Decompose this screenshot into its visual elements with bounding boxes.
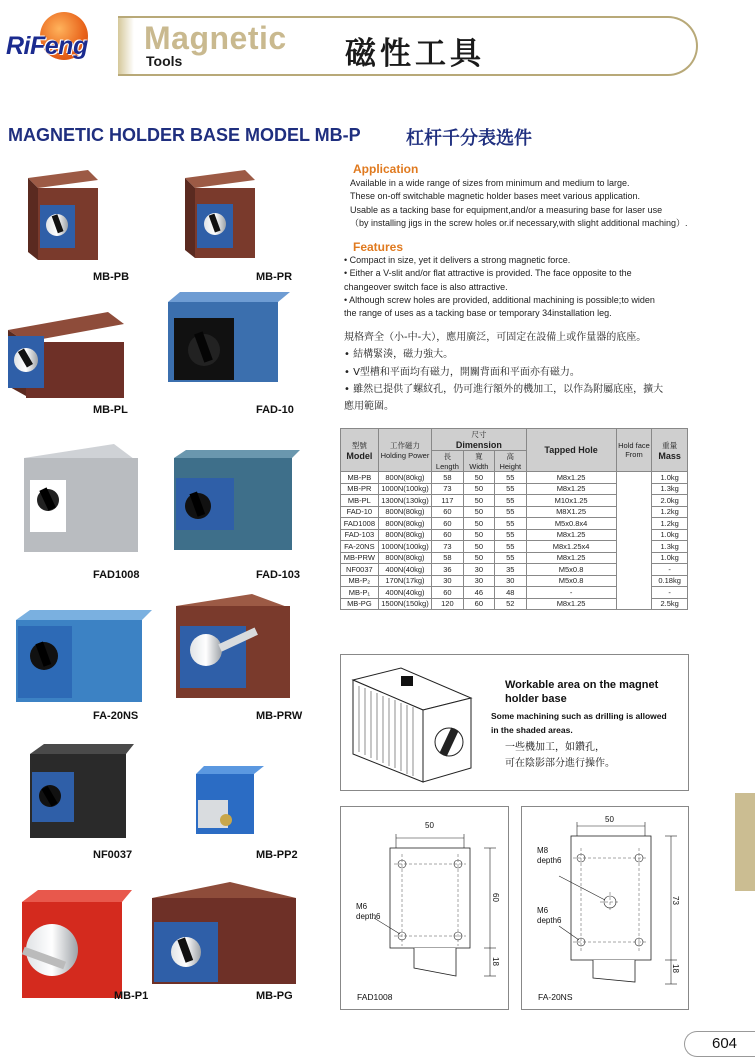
table-cell: MB-PL [341, 495, 379, 507]
table-row [341, 495, 688, 507]
table-cell: M5x0.8x4 [526, 518, 616, 530]
table-cell: FAD1008 [341, 518, 379, 530]
table-cell: 50 [463, 529, 494, 541]
product-label-mb-prw: MB-PRW [256, 710, 303, 722]
product-label-mb-p1: MB-P1 [114, 990, 149, 1002]
features-cn-line: • 結構緊湊，磁力強大。 [344, 349, 454, 361]
table-cell: FAD-103 [341, 529, 379, 541]
table-row [341, 541, 688, 553]
table-cell: 55 [495, 483, 526, 495]
workable-area-illustration [345, 662, 485, 788]
product-image-fad-103 [174, 450, 300, 550]
table-cell: 800N(80kg) [378, 472, 431, 484]
table-cell: MB-PB [341, 472, 379, 484]
product-image-mb-pg [152, 882, 296, 984]
page-title-cn: 杠杆千分表选件 [406, 128, 532, 149]
product-label-fad1008: FAD1008 [93, 569, 140, 581]
table-cell: - [652, 564, 688, 576]
table-row [341, 472, 688, 484]
application-line: Usable as a tacking base for equipment,and/or a measuring base for laser use [350, 204, 663, 215]
table-cell: 50 [463, 483, 494, 495]
application-line: Available in a wide range of sizes from minimum and medium to large. [350, 178, 630, 188]
product-image-mb-pr [185, 170, 255, 258]
th-model-cn: 型號 [351, 440, 367, 450]
table-cell: M8x1.25 [526, 598, 616, 610]
table-row [341, 575, 688, 587]
table-cell: 400N(40kg) [378, 564, 431, 576]
table-cell: 1.0kg [652, 552, 688, 564]
fa-20ns-top-hole-thread: M8 [537, 846, 549, 855]
table-cell: M8x1.25 [526, 483, 616, 495]
features-line: • Although screw holes are provided, additional machining is possible;to widen [344, 294, 655, 305]
table-cell-holdface [616, 587, 652, 599]
table-cell: 58 [432, 472, 463, 484]
table-cell: 55 [495, 472, 526, 484]
fa-20ns-height-dim: 73 [670, 896, 680, 905]
table-cell-holdface [616, 506, 652, 518]
header-banner-accent [118, 18, 134, 74]
th-dim-cn: 尺寸 [471, 430, 487, 439]
table-cell: MB-PG [341, 598, 379, 610]
product-image-mb-pl [8, 312, 124, 398]
table-row [341, 529, 688, 541]
features-cn-line: 應用範圍。 [344, 401, 394, 413]
table-row [341, 518, 688, 530]
table-cell: 73 [432, 541, 463, 553]
table-cell: 800N(80kg) [378, 529, 431, 541]
table-cell: 0.18kg [652, 575, 688, 587]
table-cell: M5x0.8 [526, 575, 616, 587]
features-heading: Features [353, 240, 404, 254]
product-image-mb-pp2 [196, 766, 264, 834]
table-cell-holdface [616, 483, 652, 495]
product-label-mb-pb: MB-PB [93, 271, 130, 283]
table-cell-holdface [616, 472, 652, 484]
application-line: （by installing jigs in the screw holes or.if necessary,with slight additional maching）. [350, 217, 688, 228]
table-cell: 55 [495, 506, 526, 518]
th-power: Holding Power [380, 451, 430, 460]
th-holdface-from: From [625, 450, 643, 459]
th-mass-cn: 重量 [662, 440, 678, 450]
table-cell: FAD-10 [341, 506, 379, 518]
table-cell: 46 [463, 587, 494, 599]
th-height-cn: 高 [506, 452, 515, 461]
table-cell: 50 [463, 552, 494, 564]
table-cell: M5x0.8 [526, 564, 616, 576]
table-cell: 55 [495, 552, 526, 564]
spec-table [340, 428, 688, 610]
table-cell: 400N(40kg) [378, 587, 431, 599]
fa-20ns-width-dim: 50 [605, 815, 614, 824]
table-cell: 50 [463, 506, 494, 518]
table-cell-holdface [616, 529, 652, 541]
table-cell: FA-20NS [341, 541, 379, 553]
header-title-cn: 磁性工具 [345, 36, 485, 72]
table-cell: M8X1.25 [526, 506, 616, 518]
table-cell: MB-PR [341, 483, 379, 495]
workable-description-cn [505, 740, 615, 772]
workable-desc-line: Some machining such as drilling is allowed [491, 711, 667, 721]
features-line: • Either a V-slit and/or flat attractive is provided. The face opposite to the [344, 268, 632, 279]
table-cell: 60 [432, 529, 463, 541]
th-length-cn: 長 [443, 452, 452, 461]
table-cell: 117 [432, 495, 463, 507]
table-cell: 1300N(130kg) [378, 495, 431, 507]
table-cell: - [526, 587, 616, 599]
page-title: MAGNETIC HOLDER BASE MODEL MB-P [8, 125, 361, 145]
table-cell: 36 [432, 564, 463, 576]
table-cell: 60 [432, 518, 463, 530]
table-cell: M10x1.25 [526, 495, 616, 507]
table-cell: 1.2kg [652, 518, 688, 530]
fad1008-hole-thread: M6 [356, 902, 368, 911]
table-cell: 60 [463, 598, 494, 610]
table-cell: 60 [432, 506, 463, 518]
table-cell: 55 [495, 518, 526, 530]
product-label-mb-pg: MB-PG [256, 990, 293, 1002]
table-cell: MB-P₂ [341, 575, 379, 587]
table-cell: 1.3kg [652, 541, 688, 553]
fad1008-base-dim: 18 [490, 957, 500, 966]
table-cell-holdface [616, 552, 652, 564]
workable-title-line: Workable area on the magnet [505, 679, 659, 691]
product-image-fad-10 [168, 292, 290, 382]
table-cell: 30 [463, 564, 494, 576]
table-row [341, 598, 688, 610]
fa-20ns-hole-thread: M6 [537, 906, 549, 915]
th-model: Model [346, 450, 373, 461]
table-cell: 2.5kg [652, 598, 688, 610]
table-cell: MB-P₁ [341, 587, 379, 599]
table-row [341, 552, 688, 564]
fa-20ns-drawing-label: FA-20NS [538, 992, 573, 1002]
features-cn-line: • 雖然已提供了螺紋孔，仍可進行額外的機加工，以作為附屬底座，擴大 [344, 383, 664, 395]
table-cell: 30 [463, 575, 494, 587]
fad1008-drawing-label: FAD1008 [357, 992, 393, 1002]
table-cell: 50 [463, 541, 494, 553]
table-row [341, 506, 688, 518]
th-tapped: Tapped Hole [526, 429, 616, 472]
table-cell: 1.0kg [652, 472, 688, 484]
table-cell-holdface [616, 598, 652, 610]
table-cell: 1000N(100kg) [378, 541, 431, 553]
table-cell: NF0037 [341, 564, 379, 576]
workable-description [491, 709, 667, 737]
product-label-fad-103: FAD-103 [256, 569, 301, 581]
features-line: the range of uses as a tacking base or temporary 34installation leg. [344, 308, 612, 319]
table-cell: 48 [495, 587, 526, 599]
table-cell: 30 [495, 575, 526, 587]
workable-cn-line: 一些機加工，如鑽孔， [505, 742, 605, 753]
section-tab [735, 793, 755, 891]
workable-title-line: holder base [505, 693, 567, 705]
application-heading: Application [353, 162, 419, 176]
table-cell: 52 [495, 598, 526, 610]
workable-desc-line: in the shaded areas. [491, 725, 573, 735]
th-width-cn: 寬 [475, 452, 483, 461]
product-image-nf0037 [30, 744, 134, 838]
table-row [341, 483, 688, 495]
features-cn-line: 規格齊全（小-中-大），應用廣泛，可固定在設備上或作量器的底座。 [344, 332, 647, 343]
table-cell: 73 [432, 483, 463, 495]
table-cell: M8x1.25 [526, 552, 616, 564]
application-line: These on-off switchable magnetic holder bases meet various application. [350, 191, 640, 202]
application-text [350, 177, 750, 230]
product-label-mb-pp2: MB-PP2 [256, 849, 298, 861]
product-label-mb-pr: MB-PR [256, 271, 293, 283]
features-text [344, 254, 744, 320]
fa-20ns-hole-note [537, 906, 561, 926]
table-cell: 50 [463, 495, 494, 507]
table-cell: 55 [495, 541, 526, 553]
header-subtitle: Tools [146, 53, 183, 69]
fad1008-height-dim: 60 [490, 893, 500, 902]
workable-cn-line: 可在陰影部分進行操作。 [505, 758, 615, 769]
table-cell: MB-PRW [341, 552, 379, 564]
logo-text: RiFeng [6, 32, 88, 60]
table-cell: 800N(80kg) [378, 506, 431, 518]
fa-20ns-base-dim: 18 [670, 964, 680, 973]
features-text-cn [344, 329, 744, 415]
table-cell: 55 [495, 495, 526, 507]
table-cell: M8x1.25 [526, 529, 616, 541]
table-cell: 170N(17kg) [378, 575, 431, 587]
product-label-fa-20ns: FA-20NS [93, 710, 139, 722]
table-row [341, 564, 688, 576]
table-cell-holdface [616, 564, 652, 576]
fa-20ns-hole-depth: depth6 [537, 916, 562, 925]
fad1008-hole-note [356, 902, 380, 922]
table-cell: 50 [463, 472, 494, 484]
features-cn-line: • V型槽和平面均有磁力，開關背面和平面亦有磁力。 [344, 366, 580, 378]
page-number: 604 [712, 1035, 738, 1052]
table-cell: 800N(80kg) [378, 518, 431, 530]
product-image-fa-20ns [16, 610, 152, 702]
workable-title [505, 678, 658, 706]
table-cell-holdface [616, 518, 652, 530]
table-cell: 1000N(100kg) [378, 483, 431, 495]
product-image-mb-p1 [22, 890, 132, 998]
th-length: Length [435, 462, 459, 471]
header-title: Magnetic [144, 20, 287, 56]
product-label-fad-10: FAD-10 [256, 404, 294, 416]
table-cell: 120 [432, 598, 463, 610]
table-cell-holdface [616, 575, 652, 587]
table-cell: 35 [495, 564, 526, 576]
th-mass: Mass [658, 450, 681, 461]
table-cell: 2.0kg [652, 495, 688, 507]
fa-20ns-top-hole-depth: depth6 [537, 856, 562, 865]
features-line: • Compact in size, yet it delivers a strong magnetic force. [344, 255, 571, 265]
th-height: Height [499, 462, 522, 471]
product-label-mb-pl: MB-PL [93, 404, 128, 416]
table-cell-holdface [616, 495, 652, 507]
th-width: Width [469, 462, 489, 471]
th-holdface: Hold face [618, 441, 650, 450]
table-cell-holdface [616, 541, 652, 553]
table-cell: 1.2kg [652, 506, 688, 518]
table-cell: 58 [432, 552, 463, 564]
table-cell: - [652, 587, 688, 599]
table-cell: 60 [432, 587, 463, 599]
product-label-nf0037: NF0037 [93, 849, 133, 861]
table-cell: 30 [432, 575, 463, 587]
product-image-fad1008 [24, 444, 138, 552]
fa-20ns-top-hole-note [537, 846, 561, 866]
table-cell: M8x1.25 [526, 472, 616, 484]
product-image-mb-prw [176, 594, 290, 698]
table-cell: 55 [495, 529, 526, 541]
fad1008-width-dim: 50 [425, 821, 434, 830]
product-gallery [0, 160, 335, 1010]
table-row [341, 587, 688, 599]
table-cell: M8x1.25x4 [526, 541, 616, 553]
fad1008-hole-depth: depth6 [356, 912, 381, 921]
table-cell: 50 [463, 518, 494, 530]
features-line: changeover switch face is also attractive. [344, 281, 508, 292]
th-dim: Dimension [455, 440, 502, 450]
table-cell: 800N(80kg) [378, 552, 431, 564]
product-image-mb-pb [28, 170, 98, 260]
th-power-cn: 工作磁力 [389, 441, 420, 450]
table-cell: 1.3kg [652, 483, 688, 495]
table-cell: 1.0kg [652, 529, 688, 541]
table-cell: 1500N(150kg) [378, 598, 431, 610]
